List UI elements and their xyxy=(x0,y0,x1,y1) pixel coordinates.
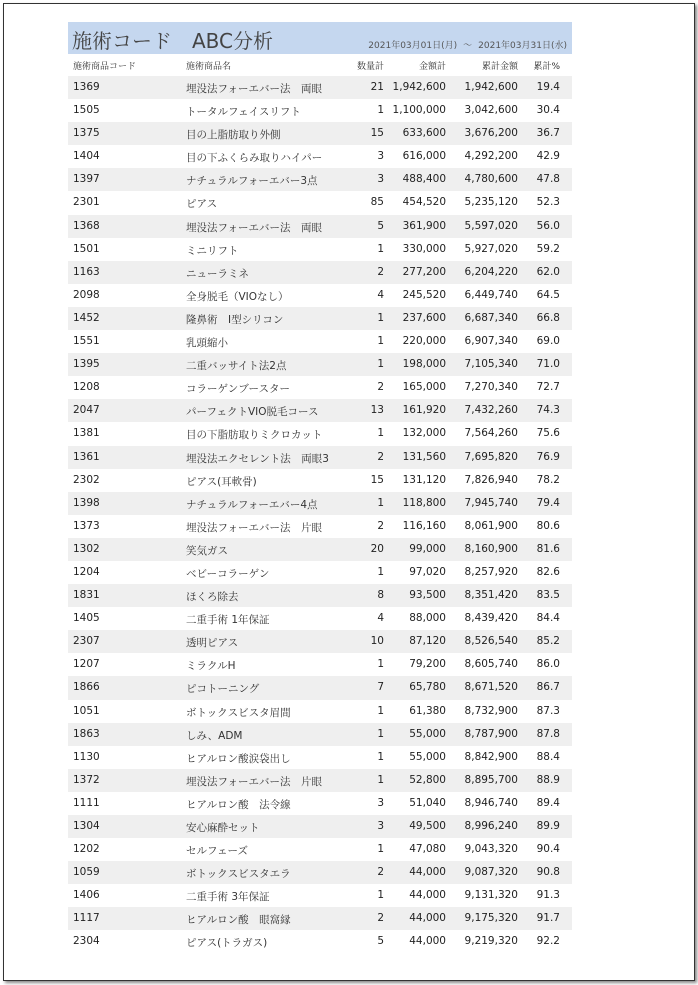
cell-amount: 99,000 xyxy=(409,542,446,555)
cell-cumulative: 6,907,340 xyxy=(464,335,518,348)
cell-percent: 91.7 xyxy=(536,912,560,925)
cell-qty: 7 xyxy=(377,681,384,694)
cell-percent: 52.3 xyxy=(536,196,560,209)
cell-qty: 5 xyxy=(377,935,384,948)
cell-cumulative: 4,292,200 xyxy=(464,150,518,163)
period-from: 2021年03月01日(月) xyxy=(368,41,458,51)
cell-amount: 55,000 xyxy=(409,750,446,763)
cell-code: 1375 xyxy=(73,127,100,140)
table-row xyxy=(68,907,572,930)
cell-amount: 220,000 xyxy=(402,335,446,348)
table-row xyxy=(68,492,572,515)
cell-code: 1369 xyxy=(73,81,100,93)
cell-name: ナチュラルフォーエバー3点 xyxy=(186,175,318,188)
report-period xyxy=(365,38,570,51)
table-row xyxy=(68,515,572,538)
cell-percent: 59.2 xyxy=(536,242,560,255)
table-row xyxy=(68,145,572,168)
table-row xyxy=(68,584,572,607)
table-row xyxy=(68,307,572,330)
cell-cumulative: 4,780,600 xyxy=(464,173,518,186)
cell-name: 隆鼻術 I型シリコン xyxy=(186,313,284,326)
cell-name: 笑気ガス xyxy=(186,544,228,557)
cell-amount: 118,800 xyxy=(402,496,446,509)
cell-cumulative: 9,219,320 xyxy=(464,935,518,948)
cell-qty: 1 xyxy=(377,496,384,509)
table-row xyxy=(68,122,572,145)
cell-percent: 89.9 xyxy=(536,820,560,832)
cell-percent: 82.6 xyxy=(536,565,560,578)
table-row xyxy=(68,769,572,792)
cell-code: 2302 xyxy=(73,473,100,486)
cell-qty: 1 xyxy=(377,704,384,717)
cell-cumulative: 6,449,740 xyxy=(464,288,518,301)
cell-qty: 2 xyxy=(377,265,384,278)
table-row xyxy=(68,330,572,353)
cell-qty: 15 xyxy=(370,473,384,486)
cell-code: 1381 xyxy=(73,427,100,440)
table-row xyxy=(68,653,572,676)
cell-code: 1368 xyxy=(73,219,100,232)
cell-cumulative: 5,597,020 xyxy=(464,219,518,232)
cell-code: 1163 xyxy=(73,265,100,278)
header-name: 施術商品名 xyxy=(186,62,232,72)
cell-qty: 2 xyxy=(377,519,384,532)
cell-amount: 633,600 xyxy=(402,127,446,140)
cell-cumulative: 9,087,320 xyxy=(464,866,518,879)
table-row xyxy=(68,723,572,746)
cell-cumulative: 7,432,260 xyxy=(464,404,518,417)
cell-code: 1395 xyxy=(73,358,100,371)
cell-code: 1207 xyxy=(73,658,100,671)
cell-code: 1452 xyxy=(73,311,100,324)
cell-amount: 97,020 xyxy=(409,565,446,578)
cell-code: 2301 xyxy=(73,196,100,209)
table-row xyxy=(68,630,572,653)
report-title: 施術コード ABC分析 xyxy=(72,29,274,53)
cell-code: 1404 xyxy=(73,150,100,163)
cell-name: 埋没法フォーエバー法 片眼 xyxy=(186,775,322,788)
cell-percent: 90.8 xyxy=(536,866,560,879)
cell-percent: 85.2 xyxy=(536,635,560,648)
cell-amount: 1,100,000 xyxy=(392,104,446,117)
cell-amount: 330,000 xyxy=(402,242,446,255)
cell-percent: 64.5 xyxy=(536,288,560,301)
cell-percent: 78.2 xyxy=(536,473,560,486)
cell-percent: 76.9 xyxy=(536,450,560,463)
header-percent: 累計% xyxy=(533,62,560,72)
table-row xyxy=(68,469,572,492)
period-separator: ～ xyxy=(463,41,473,51)
cell-amount: 61,380 xyxy=(409,704,446,717)
cell-qty: 20 xyxy=(370,542,384,555)
cell-percent: 91.3 xyxy=(536,889,560,902)
cell-percent: 80.6 xyxy=(536,519,560,532)
cell-cumulative: 7,826,940 xyxy=(464,473,518,486)
cell-cumulative: 3,042,600 xyxy=(464,104,518,117)
table-row xyxy=(68,746,572,769)
table-row xyxy=(68,607,572,630)
cell-code: 1130 xyxy=(73,750,100,763)
cell-name: ボトックスビスタエラ xyxy=(186,868,291,881)
cell-amount: 132,000 xyxy=(402,427,446,440)
cell-percent: 86.0 xyxy=(536,658,560,671)
cell-code: 1406 xyxy=(73,889,100,902)
cell-qty: 13 xyxy=(370,404,384,417)
header-cumulative: 累計金額 xyxy=(481,62,518,72)
cell-name: ヒアルロン酸 眼窩縁 xyxy=(186,914,291,927)
cell-cumulative: 8,842,900 xyxy=(464,750,518,763)
cell-qty: 1 xyxy=(377,565,384,578)
cell-percent: 74.3 xyxy=(536,404,560,417)
cell-qty: 1 xyxy=(377,427,384,440)
cell-cumulative: 8,439,420 xyxy=(464,612,518,625)
table-row xyxy=(68,861,572,884)
cell-percent: 47.8 xyxy=(536,173,560,186)
table-row xyxy=(68,376,572,399)
cell-amount: 131,120 xyxy=(402,473,446,486)
cell-percent: 75.6 xyxy=(536,427,560,440)
cell-code: 1373 xyxy=(73,519,100,532)
cell-cumulative: 8,605,740 xyxy=(464,658,518,671)
cell-amount: 361,900 xyxy=(402,219,446,232)
cell-qty: 3 xyxy=(377,173,384,186)
cell-percent: 66.8 xyxy=(536,311,560,324)
cell-cumulative: 8,946,740 xyxy=(464,796,518,809)
cell-amount: 245,520 xyxy=(402,288,446,301)
cell-amount: 44,000 xyxy=(409,935,446,948)
cell-amount: 65,780 xyxy=(409,681,446,694)
cell-code: 1863 xyxy=(73,727,100,740)
cell-cumulative: 7,105,340 xyxy=(464,358,518,371)
cell-name: 透明ピアス xyxy=(186,637,239,650)
cell-qty: 5 xyxy=(377,219,384,232)
cell-qty: 3 xyxy=(377,150,384,163)
cell-percent: 86.7 xyxy=(536,681,560,694)
cell-qty: 1 xyxy=(377,311,384,324)
cell-name: 埋没法フォーエバー法 両眼 xyxy=(186,83,322,95)
table-row xyxy=(68,168,572,191)
period-to: 2021年03月31日(水) xyxy=(478,41,567,51)
cell-cumulative: 8,787,900 xyxy=(464,727,518,740)
cell-cumulative: 6,204,220 xyxy=(464,265,518,278)
cell-cumulative: 9,131,320 xyxy=(464,889,518,902)
cell-name: ヒアルロン酸 法令線 xyxy=(186,798,291,811)
cell-name: 埋没法エクセレント法 両眼3 xyxy=(186,452,329,465)
cell-name: 二重手術 1年保証 xyxy=(186,614,270,627)
cell-name: しみ、ADM xyxy=(186,729,243,742)
cell-qty: 1 xyxy=(377,727,384,740)
cell-percent: 84.4 xyxy=(536,612,560,625)
cell-name: ニューラミネ xyxy=(186,267,249,280)
cell-name: ピアス(トラガス) xyxy=(186,937,268,950)
cell-cumulative: 8,996,240 xyxy=(464,820,518,832)
cell-qty: 2 xyxy=(377,381,384,394)
cell-code: 1551 xyxy=(73,335,100,348)
cell-amount: 237,600 xyxy=(402,311,446,324)
table-row xyxy=(68,700,572,723)
table-row xyxy=(68,446,572,469)
table-row xyxy=(68,884,572,907)
table-row xyxy=(68,191,572,214)
cell-amount: 93,500 xyxy=(409,589,446,602)
cell-qty: 2 xyxy=(377,912,384,925)
cell-name: 埋没法フォーエバー法 片眼 xyxy=(186,521,322,534)
cell-percent: 90.4 xyxy=(536,843,560,856)
cell-code: 1866 xyxy=(73,681,100,694)
cell-amount: 131,560 xyxy=(402,450,446,463)
cell-code: 1208 xyxy=(73,381,100,394)
cell-amount: 88,000 xyxy=(409,612,446,625)
cell-cumulative: 5,927,020 xyxy=(464,242,518,255)
cell-percent: 88.9 xyxy=(536,773,560,786)
cell-name: ピアス xyxy=(186,198,218,211)
cell-amount: 52,800 xyxy=(409,773,446,786)
table-body xyxy=(68,76,572,954)
cell-code: 1501 xyxy=(73,242,100,255)
cell-name: ミラクルH xyxy=(186,660,236,673)
cell-qty: 1 xyxy=(377,658,384,671)
cell-code: 2047 xyxy=(73,404,100,417)
cell-amount: 79,200 xyxy=(409,658,446,671)
cell-cumulative: 8,061,900 xyxy=(464,519,518,532)
cell-qty: 2 xyxy=(377,866,384,879)
cell-qty: 1 xyxy=(377,773,384,786)
cell-percent: 89.4 xyxy=(536,796,560,809)
cell-qty: 1 xyxy=(377,242,384,255)
cell-amount: 165,000 xyxy=(402,381,446,394)
cell-cumulative: 6,687,340 xyxy=(464,311,518,324)
cell-qty: 8 xyxy=(377,589,384,602)
table-row xyxy=(68,561,572,584)
cell-qty: 1 xyxy=(377,750,384,763)
cell-name: ほくろ除去 xyxy=(186,591,239,604)
table-row xyxy=(68,284,572,307)
cell-percent: 42.9 xyxy=(536,150,560,163)
table-row xyxy=(68,261,572,284)
cell-code: 2304 xyxy=(73,935,100,948)
cell-percent: 36.7 xyxy=(536,127,560,140)
cell-cumulative: 9,043,320 xyxy=(464,843,518,856)
cell-name: 二重バッサイト法2点 xyxy=(186,360,287,373)
cell-amount: 55,000 xyxy=(409,727,446,740)
table-row xyxy=(68,99,572,122)
cell-amount: 488,400 xyxy=(402,173,446,186)
cell-qty: 4 xyxy=(377,612,384,625)
cell-percent: 69.0 xyxy=(536,335,560,348)
cell-code: 1117 xyxy=(73,912,100,925)
cell-name: ナチュラルフォーエバー4点 xyxy=(186,498,318,511)
header-code: 施術商品コード xyxy=(73,62,137,72)
cell-percent: 62.0 xyxy=(536,265,560,278)
cell-amount: 454,520 xyxy=(402,196,446,209)
cell-name: ベビーコラーゲン xyxy=(186,567,270,580)
cell-percent: 19.4 xyxy=(536,81,560,93)
cell-percent: 81.6 xyxy=(536,542,560,555)
report-page xyxy=(3,3,695,981)
header-amount: 金額計 xyxy=(418,62,446,72)
cell-name: コラーゲンブースター xyxy=(186,383,290,396)
cell-amount: 44,000 xyxy=(409,912,446,925)
cell-cumulative: 7,564,260 xyxy=(464,427,518,440)
cell-cumulative: 8,895,700 xyxy=(464,773,518,786)
cell-code: 2307 xyxy=(73,635,100,648)
cell-code: 1202 xyxy=(73,843,100,856)
cell-percent: 56.0 xyxy=(536,219,560,232)
cell-name: 埋没法フォーエバー法 両眼 xyxy=(186,221,322,234)
cell-code: 2098 xyxy=(73,288,100,301)
table-row xyxy=(68,676,572,699)
table-row xyxy=(68,838,572,861)
cell-name: セルフェーズ xyxy=(186,845,248,858)
cell-name: ピコトーニング xyxy=(186,683,260,696)
cell-code: 1302 xyxy=(73,542,100,555)
cell-amount: 51,040 xyxy=(409,796,446,809)
cell-amount: 1,942,600 xyxy=(392,81,446,93)
cell-qty: 2 xyxy=(377,450,384,463)
cell-percent: 87.3 xyxy=(536,704,560,717)
cell-percent: 87.8 xyxy=(536,727,560,740)
cell-amount: 198,000 xyxy=(402,358,446,371)
cell-code: 1059 xyxy=(73,866,100,879)
cell-amount: 116,160 xyxy=(402,519,446,532)
table-row xyxy=(68,538,572,561)
cell-code: 1111 xyxy=(73,796,100,809)
cell-amount: 161,920 xyxy=(402,404,446,417)
table-header xyxy=(68,54,572,76)
cell-name: 目の下ふくらみ取りハイパー xyxy=(186,152,323,165)
table-row xyxy=(68,815,572,838)
cell-cumulative: 7,695,820 xyxy=(464,450,518,463)
cell-amount: 47,080 xyxy=(409,843,446,856)
cell-code: 1372 xyxy=(73,773,100,786)
cell-amount: 49,500 xyxy=(409,820,446,832)
cell-code: 1204 xyxy=(73,565,100,578)
cell-cumulative: 1,942,600 xyxy=(464,81,518,93)
cell-cumulative: 5,235,120 xyxy=(464,196,518,209)
cell-code: 1361 xyxy=(73,450,100,463)
cell-amount: 44,000 xyxy=(409,889,446,902)
cell-qty: 1 xyxy=(377,889,384,902)
cell-qty: 10 xyxy=(370,635,384,648)
cell-percent: 79.4 xyxy=(536,496,560,509)
cell-cumulative: 8,257,920 xyxy=(464,565,518,578)
cell-code: 1831 xyxy=(73,589,100,602)
cell-amount: 44,000 xyxy=(409,866,446,879)
cell-name: 全身脱毛（VIOなし） xyxy=(186,290,289,303)
table-row xyxy=(68,76,572,99)
cell-name: パーフェクトVIO脱毛コース xyxy=(186,406,319,419)
table-row xyxy=(68,422,572,445)
cell-cumulative: 9,175,320 xyxy=(464,912,518,925)
cell-qty: 15 xyxy=(370,127,384,140)
cell-code: 1304 xyxy=(73,820,100,832)
cell-amount: 277,200 xyxy=(402,265,446,278)
cell-code: 1405 xyxy=(73,612,100,625)
table-row xyxy=(68,353,572,376)
table-row xyxy=(68,238,572,261)
header-qty: 数量計 xyxy=(356,62,384,72)
cell-percent: 88.4 xyxy=(536,750,560,763)
cell-qty: 21 xyxy=(370,81,384,93)
cell-qty: 4 xyxy=(377,288,384,301)
cell-cumulative: 7,270,340 xyxy=(464,381,518,394)
cell-percent: 30.4 xyxy=(536,104,560,117)
cell-percent: 92.2 xyxy=(536,935,560,948)
cell-amount: 616,000 xyxy=(402,150,446,163)
cell-percent: 71.0 xyxy=(536,358,560,371)
title-band xyxy=(68,22,572,54)
table-row xyxy=(68,930,572,953)
cell-qty: 3 xyxy=(377,796,384,809)
cell-code: 1397 xyxy=(73,173,100,186)
cell-name: 二重手術 3年保証 xyxy=(186,891,270,904)
cell-code: 1398 xyxy=(73,496,100,509)
cell-qty: 1 xyxy=(377,358,384,371)
cell-cumulative: 8,351,420 xyxy=(464,589,518,602)
cell-cumulative: 7,945,740 xyxy=(464,496,518,509)
cell-cumulative: 8,526,540 xyxy=(464,635,518,648)
cell-cumulative: 3,676,200 xyxy=(464,127,518,140)
abc-analysis-report xyxy=(68,22,572,954)
cell-qty: 85 xyxy=(370,196,384,209)
cell-code: 1051 xyxy=(73,704,100,717)
cell-name: ボトックスビスタ眉間 xyxy=(186,706,291,719)
cell-percent: 72.7 xyxy=(536,381,560,394)
cell-name: 目の下脂肪取りミクロカット xyxy=(186,429,323,442)
cell-name: 乳頭縮小 xyxy=(186,337,228,350)
cell-qty: 1 xyxy=(377,843,384,856)
cell-name: 目の上脂肪取り外側 xyxy=(186,129,281,142)
cell-cumulative: 8,732,900 xyxy=(464,704,518,717)
table-row xyxy=(68,399,572,422)
cell-qty: 1 xyxy=(377,104,384,117)
cell-name: ピアス(耳軟骨) xyxy=(186,475,257,488)
cell-percent: 83.5 xyxy=(536,589,560,602)
cell-name: トータルフェイスリフト xyxy=(186,106,301,119)
cell-name: 安心麻酔セット xyxy=(186,822,260,834)
cell-name: ミニリフト xyxy=(186,244,239,257)
cell-qty: 1 xyxy=(377,335,384,348)
cell-amount: 87,120 xyxy=(409,635,446,648)
cell-cumulative: 8,671,520 xyxy=(464,681,518,694)
cell-qty: 3 xyxy=(377,820,384,832)
cell-cumulative: 8,160,900 xyxy=(464,542,518,555)
table-row xyxy=(68,792,572,815)
cell-name: ヒアルロン酸涙袋出し xyxy=(186,752,291,765)
cell-code: 1505 xyxy=(73,104,100,117)
table-row xyxy=(68,215,572,238)
